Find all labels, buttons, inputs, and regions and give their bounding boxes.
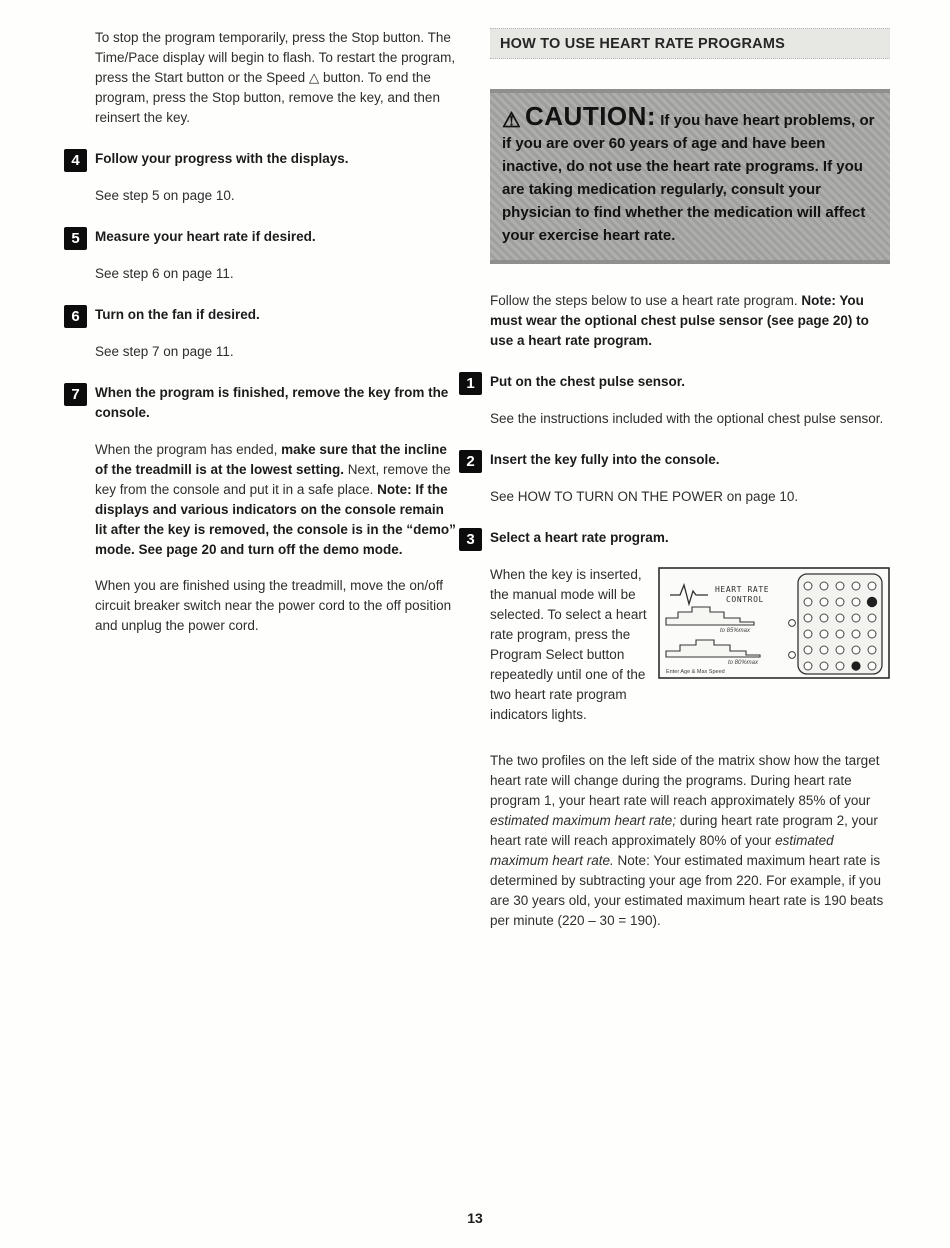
- step-5-badge: 5: [64, 227, 87, 250]
- left-column: [71, 28, 457, 636]
- hr-step-3-body-text: When the key is inserted, the manual mode will be selected. To select a heart rate program, press the Program Select button repeatedly until one of the two heart rate program indicators lights.: [490, 567, 647, 722]
- step-4-badge: 4: [64, 149, 87, 172]
- heart-rate-intro-note: Note: You must wear the optional chest pulse sensor (see page 20) to use a heart rate program.: [490, 293, 869, 348]
- step-7-title: When the program is finished, remove the key from the console.: [95, 385, 449, 420]
- step-7-badge: 7: [64, 383, 87, 406]
- hr-step-1-body: See the instructions included with the optional chest pulse sensor.: [490, 411, 884, 426]
- lit-indicator-1: [867, 597, 877, 607]
- step-7-p1-text-2: Next, remove the key from the console and put it in a safe place.: [95, 462, 451, 497]
- program-2-indicator: [789, 652, 796, 659]
- intro-paragraph: To stop the program temporarily, press the Stop button. The Time/Pace display will begin to flash. To restart the program, press the Start button or the Speed △ button. To end the program, press the Stop button, remove the key, and then reinsert the key.: [95, 30, 456, 125]
- caution-text: [502, 101, 876, 247]
- figure-annotation-enter-age: Enter Age & Max Speed: [666, 669, 725, 675]
- step-4-body: See step 5 on page 10.: [95, 188, 235, 203]
- hr-step-1: [466, 372, 890, 429]
- closing-italic-1: estimated maximum heart rate;: [490, 813, 677, 828]
- step-6-body: See step 7 on page 11.: [95, 344, 234, 359]
- figure-annotation-80max: to 80%max: [728, 660, 759, 666]
- hr-step-3-body: [490, 565, 890, 725]
- step-7-paragraph-1: [95, 440, 457, 560]
- right-column: [466, 28, 890, 931]
- heart-rate-console-diagram: [658, 567, 890, 679]
- hr-step-2-title: Insert the key fully into the console.: [490, 452, 720, 467]
- heart-rate-intro-text: Follow the steps below to use a heart rate program.: [490, 293, 802, 308]
- closing-text-1: The two profiles on the left side of the matrix show how the target heart rate will change during the programs. During heart rate program 1, your heart rate will reach approximately 85% of your: [490, 753, 880, 808]
- step-7: [71, 383, 457, 636]
- caution-heading: CAUTION:: [525, 101, 657, 131]
- step-6-badge: 6: [64, 305, 87, 328]
- warning-icon: ⚠: [502, 109, 521, 132]
- closing-italic-2: estimated maximum heart rate.: [490, 833, 834, 868]
- page-number: 13: [467, 1210, 483, 1226]
- step-5: [71, 227, 457, 284]
- step-7-p1-text: When the program has ended,: [95, 442, 282, 457]
- figure-label-heart-rate: HEART RATE: [715, 585, 770, 594]
- closing-paragraph: [490, 751, 890, 931]
- step-7-p1-bold-2: Note: If the displays and various indicators on the console remain lit after the key is removed, the console is in the “demo” mode. See page 20 and turn off the demo mode.: [95, 482, 456, 557]
- hr-step-1-badge: 1: [459, 372, 482, 395]
- hr-step-2-body: See HOW TO TURN ON THE POWER on page 10.: [490, 489, 799, 504]
- step-4-title: Follow your progress with the displays.: [95, 151, 349, 166]
- section-heading: HOW TO USE HEART RATE PROGRAMS: [490, 28, 890, 59]
- hr-step-1-title: Put on the chest pulse sensor.: [490, 374, 686, 389]
- step-4: [71, 149, 457, 206]
- indicator-matrix: [798, 574, 882, 674]
- lit-indicator-2: [851, 661, 860, 670]
- caution-box: [490, 89, 890, 264]
- step-5-body: See step 6 on page 11.: [95, 266, 234, 281]
- figure-annotation-85max: to 85%max: [720, 628, 751, 634]
- step-6: [71, 305, 457, 362]
- console-figure: [658, 567, 890, 679]
- hr-step-3: [466, 528, 890, 725]
- caution-body: If you have heart problems, or if you are over 60 years of age and have been inactive, do not use the heart rate programs. If you are taking medication regularly, consult your physician to find whether the medication will affect your exercise heart rate.: [502, 112, 875, 244]
- step-5-title: Measure your heart rate if desired.: [95, 229, 316, 244]
- hr-step-3-badge: 3: [459, 528, 482, 551]
- hr-step-2-badge: 2: [459, 450, 482, 473]
- closing-text-3: Note: Your estimated maximum heart rate is determined by subtracting your age from 220. For example, if you are 30 years old, your estimated maximum heart rate is 190 beats per minute (220 – 30 = 190).: [490, 853, 884, 928]
- step-7-p1-bold-1: make sure that the incline of the treadmill is at the lowest setting.: [95, 442, 447, 477]
- heart-rate-intro: [490, 291, 890, 351]
- figure-label-control: CONTROL: [726, 595, 764, 604]
- step-7-paragraph-2: When you are finished using the treadmill, move the on/off circuit breaker switch near the power cord to the off position and unplug the power cord.: [95, 578, 452, 633]
- program-1-indicator: [789, 620, 796, 627]
- hr-step-2: [466, 450, 890, 507]
- step-6-title: Turn on the fan if desired.: [95, 307, 260, 322]
- closing-text-2: during heart rate program 2, your heart rate will reach approximately 80% of your: [490, 813, 878, 848]
- hr-step-3-title: Select a heart rate program.: [490, 530, 669, 545]
